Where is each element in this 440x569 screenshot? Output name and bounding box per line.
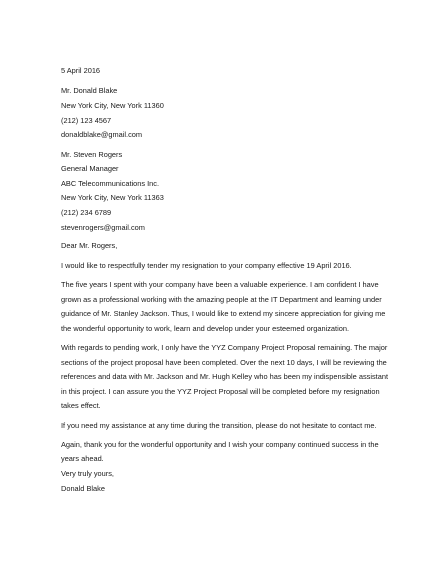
recipient-email: stevenrogers@gmail.com xyxy=(61,223,145,232)
recipient-company: ABC Telecommunications Inc. xyxy=(61,179,160,188)
recipient-name: Mr. Steven Rogers xyxy=(61,150,123,159)
body-line: I would like to respectfully tender my resignation to your company effective 19 April 2016. xyxy=(61,261,352,270)
recipient-address: New York City, New York 11363 xyxy=(61,193,164,202)
letter-date: 5 April 2016 xyxy=(61,66,101,75)
body-line: sections of the project proposal have been completed. Over the next 10 days, I will be reviewing the xyxy=(61,358,387,367)
body-line: grown as a professional working with the amazing people at the IT Department and learning under xyxy=(61,295,382,304)
recipient-title: General Manager xyxy=(61,164,119,173)
recipient-phone: (212) 234 6789 xyxy=(61,208,112,217)
closing: Very truly yours, xyxy=(61,469,114,478)
signature-name: Donald Blake xyxy=(61,484,105,493)
body-line: takes effect. xyxy=(61,401,101,410)
sender-address: New York City, New York 11360 xyxy=(61,101,164,110)
sender-name: Mr. Donald Blake xyxy=(61,86,118,95)
body-line: years ahead. xyxy=(61,454,104,463)
body-line: If you need my assistance at any time during the transition, please do not hesitate to contact me. xyxy=(61,421,377,430)
body-line: the wonderful opportunity to work, learn and develop under your esteemed organization. xyxy=(61,324,350,333)
body-line: references and data with Mr. Jackson and Mr. Hugh Kelley who has been my indispensible assistant xyxy=(61,372,389,381)
salutation: Dear Mr. Rogers, xyxy=(61,241,118,250)
body-line: in this project. I can assure you the YYZ Project Proposal will be completed before my resignation xyxy=(61,387,380,396)
sender-phone: (212) 123 4567 xyxy=(61,116,112,125)
sender-email: donaldblake@gmail.com xyxy=(61,130,143,139)
body-line: guidance of Mr. Stanley Jackson. Thus, I would like to extend my sincere appreciation for giving me xyxy=(61,309,386,318)
body-line: Again, thank you for the wonderful opportunity and I wish your company continued success in the xyxy=(61,440,379,449)
body-line: With regards to pending work, I only have the YYZ Company Project Proposal remaining. The major xyxy=(61,343,388,352)
body-line: The five years I spent with your company have been a valuable experience. I am confident I have xyxy=(61,280,379,289)
